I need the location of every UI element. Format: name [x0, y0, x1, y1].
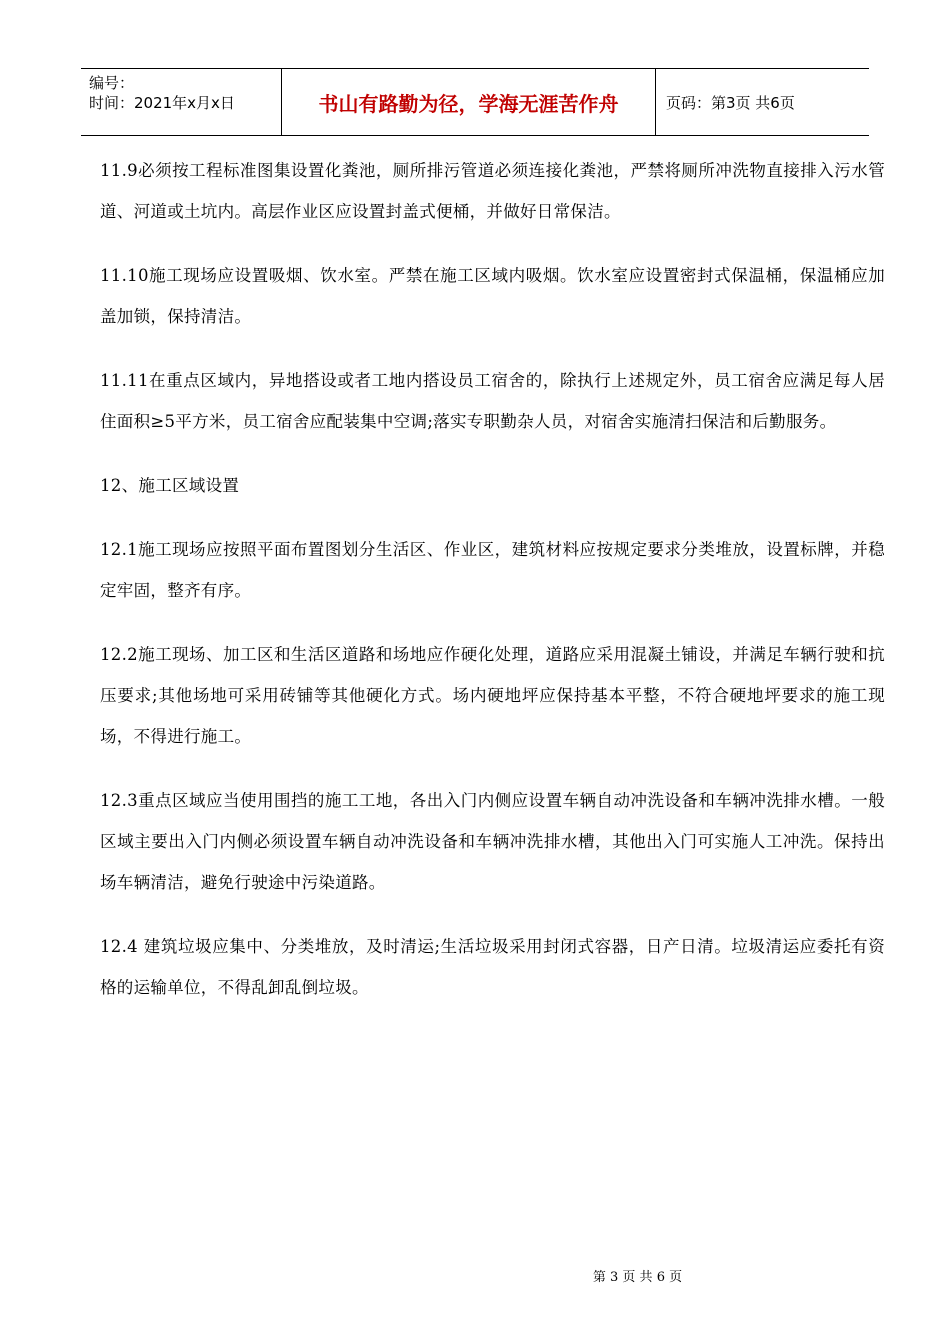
header-motto: 书山有路勤为径，学海无涯苦作舟 [282, 69, 656, 135]
section-heading-12: 12、施工区域设置 [100, 476, 240, 495]
page-footer: 第 3 页 共 6 页 [592, 1270, 683, 1285]
paragraph-11-10: 11.10施工现场应设置吸烟、饮水室。严禁在施工区域内吸烟。饮水室应设置密封式保温桶，保温桶应加盖加锁，保持清洁。 [100, 266, 885, 326]
paragraph-11-9: 11.9必须按工程标准图集设置化粪池，厕所排污管道必须连接化粪池，严禁将厕所冲洗物直接排入污水管道、河道或土坑内。高层作业区应设置封盖式便桶，并做好日常保洁。 [100, 161, 885, 221]
paragraph-11-11: 11.11在重点区域内，异地搭设或者工地内搭设员工宿舍的，除执行上述规定外，员工宿舍应满足每人居住面积≥5平方米，员工宿舍应配装集中空调;落实专职勤杂人员，对宿舍实施清扫保洁和后勤服务。 [100, 371, 885, 431]
document-date-label: 时间：2021年x月x日 [89, 94, 235, 112]
header-meta [81, 69, 282, 135]
header-page-info: 页码：第3页 共6页 [666, 93, 795, 112]
paragraph-12-4: 12.4 建筑垃圾应集中、分类堆放，及时清运;生活垃圾采用封闭式容器，日产日清。垃圾清运应委托有资格的运输单位，不得乱卸乱倒垃圾。 [100, 937, 885, 997]
page-header [81, 68, 869, 136]
document-number-label: 编号： [89, 74, 135, 92]
paragraph-12-3: 12.3重点区域应当使用围挡的施工工地，各出入门内侧应设置车辆自动冲洗设备和车辆冲洗排水槽。一般区域主要出入门内侧必须设置车辆自动冲洗设备和车辆冲洗排水槽，其他出入门可实施人工冲洗。保持出场车辆清洁，避免行驶途中污染道路。 [100, 791, 885, 892]
document-body [100, 150, 885, 1031]
paragraph-12-2: 12.2施工现场、加工区和生活区道路和场地应作硬化处理，道路应采用混凝土铺设，并满足车辆行驶和抗压要求;其他场地可采用砖铺等其他硬化方式。场内硬地坪应保持基本平整，不符合硬地坪要求的施工现场，不得进行施工。 [100, 645, 885, 746]
paragraph-12-1: 12.1施工现场应按照平面布置图划分生活区、作业区，建筑材料应按规定要求分类堆放，设置标牌，并稳定牢固，整齐有序。 [100, 540, 885, 600]
